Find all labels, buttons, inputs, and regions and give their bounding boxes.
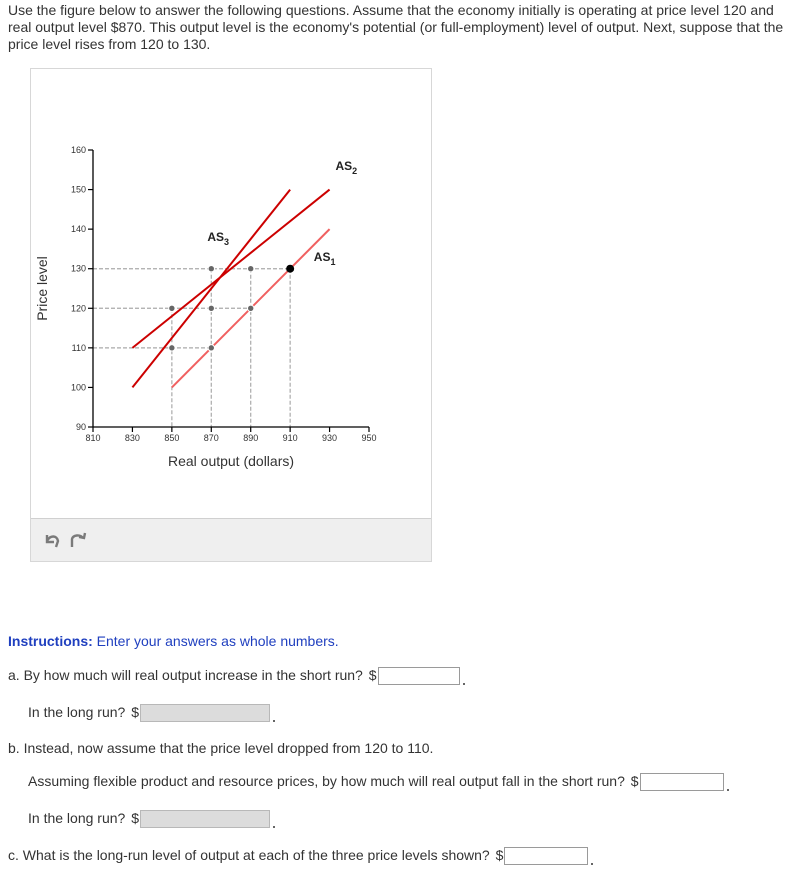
intersection-point bbox=[248, 305, 254, 311]
chart-panel bbox=[30, 68, 432, 562]
x-tick-label: 850 bbox=[164, 433, 180, 443]
series-label-as2: $AS_2$ bbox=[335, 158, 358, 176]
question-b-long bbox=[28, 810, 275, 828]
equilibrium-point bbox=[286, 265, 294, 273]
answer-b-long-input[interactable] bbox=[140, 810, 270, 828]
currency-symbol: $ bbox=[368, 667, 377, 683]
currency-symbol: $ bbox=[495, 847, 504, 863]
x-tick-label: 950 bbox=[361, 433, 377, 443]
question-a-short-text: a. By how much will real output increase in the short run? bbox=[8, 667, 363, 683]
graph-toolbar bbox=[31, 518, 431, 561]
x-tick-label: 930 bbox=[322, 433, 338, 443]
series-label-as1: $AS_1$ bbox=[313, 249, 336, 267]
question-b-short-text: Assuming flexible product and resource prices, by how much will real output fall in the short run? bbox=[28, 773, 625, 789]
series-line-as3 bbox=[132, 190, 290, 388]
x-tick-label: 890 bbox=[243, 433, 259, 443]
intro-text: Use the figure below to answer the following questions. Assume that the economy initially is operating at price level 120 and real output level $870. This output level is the economy's potential (or full-employment) level of output. Next, suppose that the price level rises from 120 to 130. bbox=[8, 2, 784, 52]
y-axis-label: Price level bbox=[34, 256, 50, 321]
input-trailing-dot bbox=[273, 826, 275, 828]
input-trailing-dot bbox=[727, 789, 729, 791]
answer-a-short-input[interactable] bbox=[378, 667, 460, 685]
intersection-point bbox=[208, 266, 214, 272]
instructions-label: Instructions: bbox=[8, 633, 93, 649]
x-axis-label: Real output (dollars) bbox=[167, 453, 295, 469]
y-tick-label: 140 bbox=[70, 224, 86, 235]
answer-c-input[interactable] bbox=[504, 847, 588, 865]
instructions bbox=[8, 633, 339, 649]
question-a-short bbox=[8, 667, 465, 685]
intersection-point bbox=[169, 345, 175, 351]
question-b-short bbox=[28, 773, 729, 791]
as-chart[interactable] bbox=[31, 69, 431, 519]
instructions-text: Enter your answers as whole numbers. bbox=[96, 633, 339, 649]
series-label-as3: $AS_3$ bbox=[207, 230, 230, 248]
answer-a-long-input[interactable] bbox=[140, 704, 270, 722]
y-tick-label: 150 bbox=[70, 184, 86, 195]
question-c bbox=[8, 847, 593, 865]
y-tick-label: 100 bbox=[70, 382, 86, 393]
undo-icon[interactable] bbox=[41, 529, 63, 551]
input-trailing-dot bbox=[273, 720, 275, 722]
y-tick-label: 120 bbox=[70, 303, 86, 314]
question-b-intro-text: b. Instead, now assume that the price level dropped from 120 to 110. bbox=[8, 740, 434, 756]
input-trailing-dot bbox=[463, 683, 465, 685]
x-tick-label: 910 bbox=[282, 433, 298, 443]
question-b-long-text: In the long run? bbox=[28, 810, 126, 826]
currency-symbol: $ bbox=[131, 810, 139, 826]
x-tick-label: 870 bbox=[203, 433, 219, 443]
y-tick-label: 130 bbox=[70, 263, 86, 274]
question-b-intro bbox=[8, 740, 433, 756]
currency-symbol: $ bbox=[630, 773, 639, 789]
x-tick-label: 830 bbox=[124, 433, 140, 443]
y-tick-label: 160 bbox=[70, 145, 86, 155]
y-tick-label: 110 bbox=[71, 342, 86, 353]
answer-b-short-input[interactable] bbox=[640, 773, 724, 791]
input-trailing-dot bbox=[591, 863, 593, 865]
y-tick-label: 90 bbox=[75, 422, 86, 432]
redo-icon[interactable] bbox=[67, 529, 89, 551]
intersection-point bbox=[208, 345, 214, 351]
question-a-long bbox=[28, 704, 275, 722]
question-c-text: c. What is the long-run level of output at each of the three price levels shown? bbox=[8, 847, 490, 863]
currency-symbol: $ bbox=[131, 704, 139, 720]
intersection-point bbox=[208, 305, 214, 311]
x-tick-label: 810 bbox=[85, 433, 101, 443]
intersection-point bbox=[169, 305, 175, 311]
intersection-point bbox=[248, 266, 254, 272]
question-a-long-text: In the long run? bbox=[28, 704, 126, 720]
